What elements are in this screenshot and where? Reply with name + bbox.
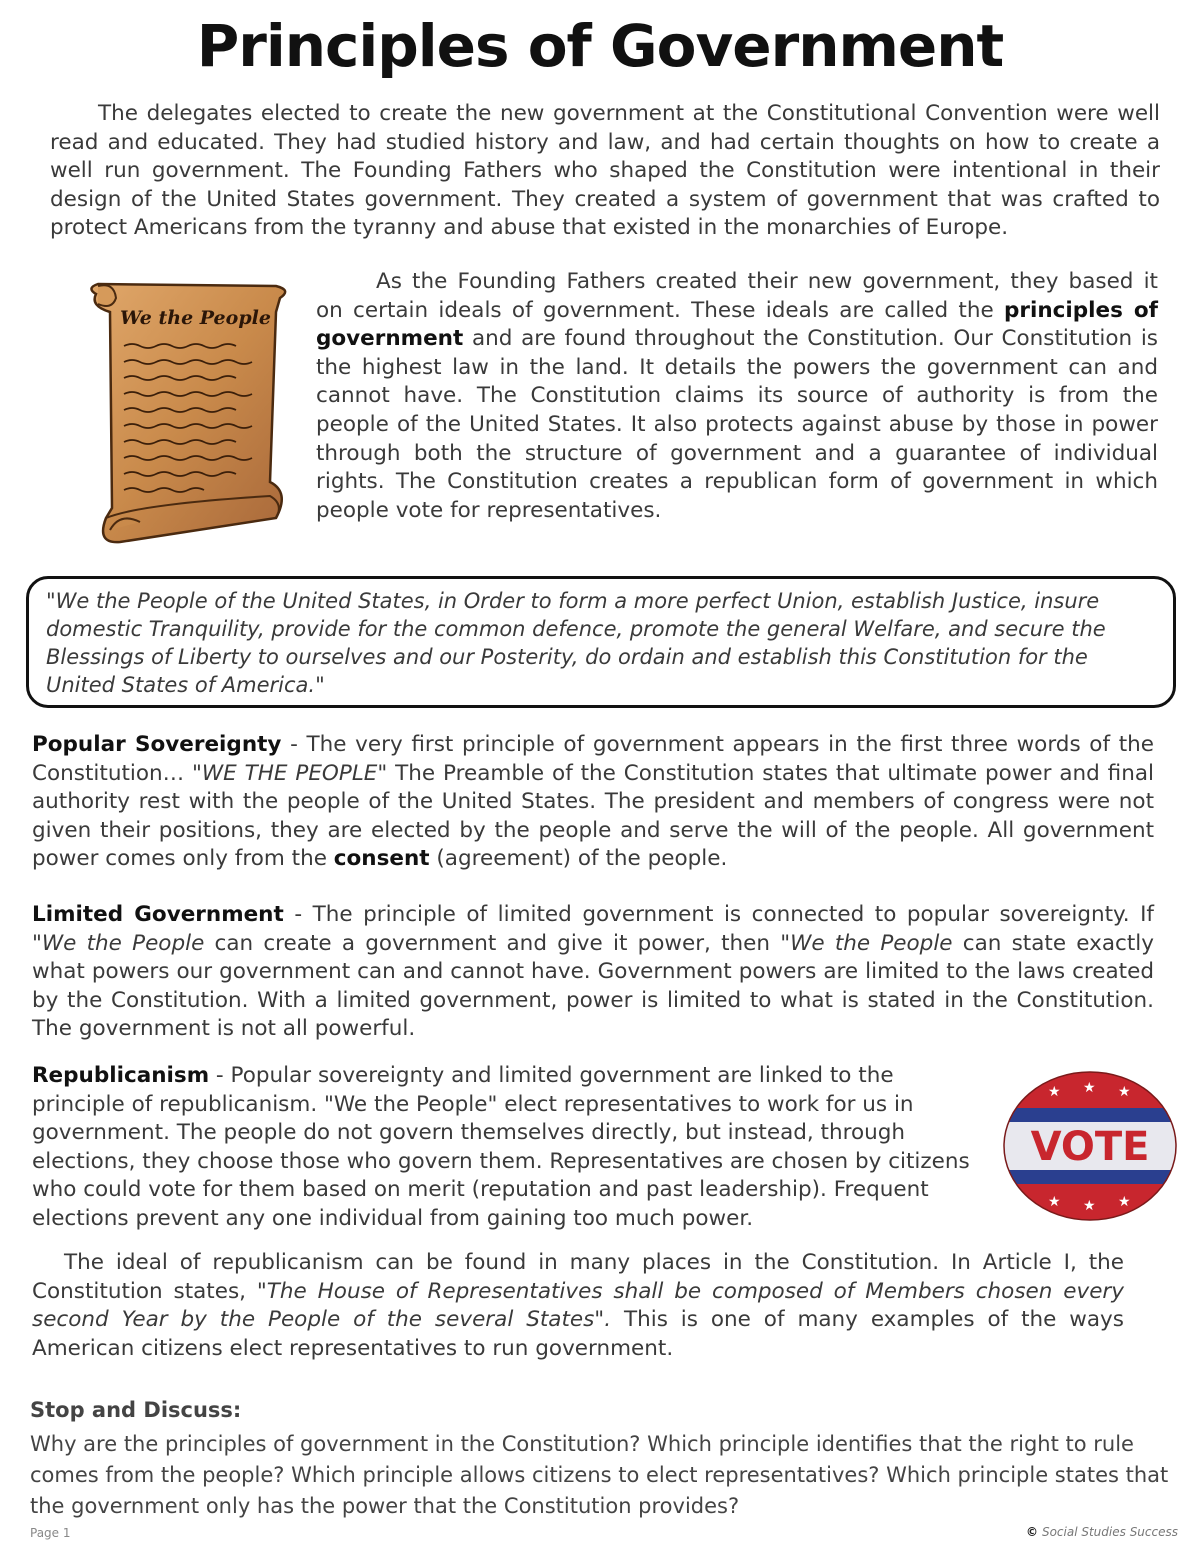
p2-text-end: and are found throughout the Constitution. Our Constitution is the highest law in the land. It details the powers the government can and cannot have. The Constitution claims its source of authority is from the people of the United States. It also protects against abuse by those in power through both the structure of government and a guarantee of individual rights. The Constitution creates a republican form of government in which people vote for representatives. bbox=[316, 326, 1158, 523]
principles-of-government-term: principles of government bbox=[316, 297, 1158, 352]
we-the-people-emphasis: "WE THE PEOPLE" bbox=[192, 760, 388, 786]
limited-government-section bbox=[32, 901, 1154, 1044]
popular-text-3: (agreement) of the people. bbox=[429, 846, 728, 872]
stop-and-discuss-questions: Why are the principles of government in the Constitution? Which principle identifies that the right to rule comes from the people? Which principle allows citizens to elect representatives? Which principle states that the government only has the power that the Constitution provides? bbox=[30, 1432, 1169, 1518]
we-the-people-italic-2: We the People bbox=[790, 930, 953, 956]
republicanism-term: Republicanism bbox=[32, 1063, 210, 1088]
limited-text-3: can state exactly what powers our government can and cannot have. Government powers are limited to the laws created by the Constitution. With a limited government, power is limited to what is stated in the Constitution. The government is not all powerful. bbox=[32, 930, 1154, 1042]
popular-text-1: - The very first principle of government appears in the first three words of the Constitution… bbox=[32, 732, 1154, 786]
republicanism-section bbox=[32, 1062, 992, 1234]
constitution-scroll-illustration bbox=[80, 282, 296, 548]
limited-text-2: can create a government and give it power, then " bbox=[204, 930, 791, 956]
svg-text:★: ★ bbox=[1048, 1084, 1061, 1100]
copyright-notice bbox=[1026, 1525, 1178, 1539]
intro-paragraph: The delegates elected to create the new government at the Constitutional Convention were well read and educated. They had studied history and law, and had certain thoughts on how to create a well run government. The Founding Fathers who shaped the Constitution were intentional in their design of the United States government. They created a system of government that was crafted to protect Americans from the tyranny and abuse that existed in the monarchies of Europe. bbox=[50, 101, 1160, 241]
popular-sovereignty-section bbox=[32, 731, 1154, 874]
we-the-people-italic-1: We the People bbox=[41, 930, 205, 956]
consent-term: consent bbox=[333, 846, 430, 872]
svg-text:★: ★ bbox=[1083, 1198, 1096, 1214]
founding-fathers-paragraph bbox=[316, 268, 1158, 525]
popular-sovereignty-term: Popular Sovereignty bbox=[32, 732, 282, 757]
scroll-label: We the People bbox=[120, 307, 271, 329]
article-one-quote: "The House of Representatives shall be composed of Members chosen every second Year by the People of the several States". bbox=[32, 1278, 1124, 1333]
copyright-icon: © bbox=[1025, 1525, 1038, 1539]
vote-label: VOTE bbox=[1030, 1124, 1150, 1170]
republicanism-ideal-paragraph bbox=[32, 1249, 1124, 1363]
svg-text:★: ★ bbox=[1048, 1194, 1061, 1210]
preamble-quote: "We the People of the United States, in Order to form a more perfect Union, establish Justice, insure domestic Tranquility, provide for the common defence, promote the general Welfare, and secure the Blessings of Liberty to ourselves and our Posterity, do ordain and establish this Constitution for the United States of America." bbox=[46, 589, 1106, 697]
ideal-text-1: The ideal of republicanism can be found in many places in the Constitution. In Article I, the Constitution states, bbox=[32, 1250, 1124, 1304]
svg-text:★: ★ bbox=[1118, 1084, 1131, 1100]
svg-text:★: ★ bbox=[1083, 1080, 1096, 1096]
limited-text-1: - The principle of limited government is connected to popular sovereignty. If " bbox=[32, 902, 1154, 956]
vote-button-illustration bbox=[1000, 1068, 1180, 1224]
limited-government-term: Limited Government bbox=[32, 902, 284, 927]
page-number: Page 1 bbox=[30, 1526, 71, 1540]
republicanism-text: - Popular sovereignty and limited government are linked to the principle of republicanism. "We the People" elect representatives to work for us in government. The people do not govern themselves directly, but instead, through elections, they choose those who govern them. Representatives are chosen by citizens who could vote for them based on merit (reputation and past leadership). Frequent elections prevent any one individual from gaining too much power. bbox=[32, 1063, 970, 1231]
ideal-text-2: This is one of many examples of the ways American citizens elect representatives to run government. bbox=[32, 1307, 1124, 1361]
popular-text-2: The Preamble of the Constitution states that ultimate power and final authority rest with the people of the United States. The president and members of congress were not given their positions, they are elected by the people and serve the will of the people. All government power comes only from the bbox=[32, 760, 1154, 872]
stop-and-discuss-heading: Stop and Discuss: bbox=[30, 1398, 242, 1422]
page-title: Principles of Government bbox=[196, 12, 1004, 80]
copyright-owner: Social Studies Success bbox=[1041, 1525, 1178, 1539]
svg-text:★: ★ bbox=[1118, 1194, 1131, 1210]
p2-text-start: As the Founding Fathers created their new government, they based it on certain ideals of government. These ideals are called the bbox=[316, 269, 1158, 323]
